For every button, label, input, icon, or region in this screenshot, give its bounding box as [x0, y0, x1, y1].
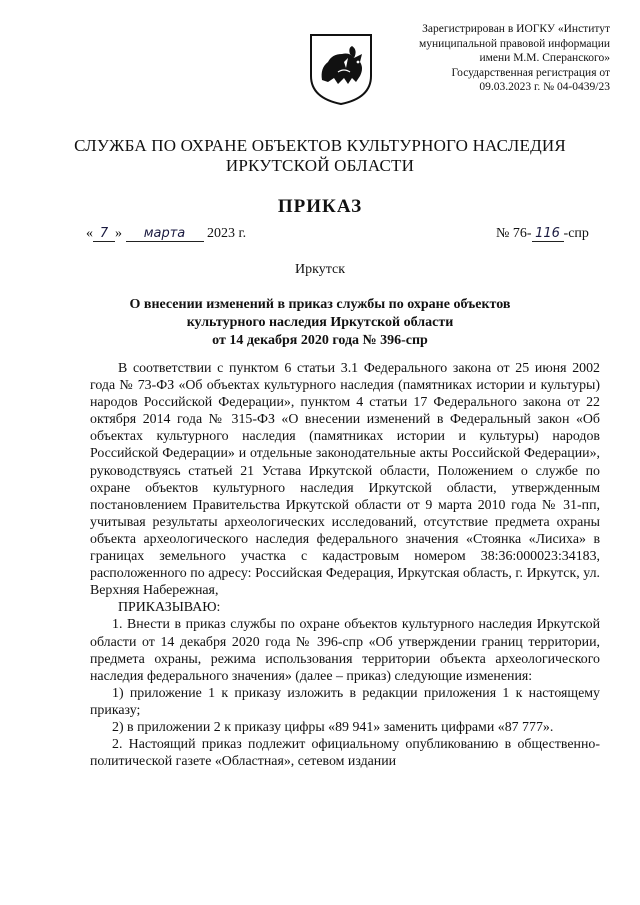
order-number — [496, 226, 589, 242]
clause-2-paragraph: 2. Настоящий приказ подлежит официальному опубликованию в общественно-политической газете «Областная», сетевом издании — [90, 737, 600, 770]
date-open-quote: « — [86, 226, 93, 241]
preamble-paragraph: В соответствии с пунктом 6 статьи 3.1 Федерального закона от 25 июня 2002 года № 73-ФЗ «Об объектах культурного наследия (памятниках истории и культуры) народов Российской Федерации», пунктом 4 статьи 17 Федерального закона от 22 октября 2014 года № 315-ФЗ «О внесении изменений в Федеральный закон «Об объектах культурного наследия (памятниках истории и культуры) народов Российской Федерации» и отдельные законодательные акты Российской Федерации», руководствуясь статьей 21 Устава Иркутской области, Положением о службе по охране объектов культурного наследия Иркутской области, утвержденным постановлением Правительства Иркутской области от 9 марта 2010 года № 31-пп, учитывая результаты археологических исследований, отсутствие предмета охраны объекта археологического наследия федерального значения «Стоянка «Лисиха» в границах земельного участка с кадастровым номером 38:36:000023:34183, расположенного по адресу: Российская Федерация, Иркутская область, г. Иркутск, ул. Верхняя Набережная, — [90, 361, 600, 599]
number-prefix: № 76- — [496, 226, 532, 241]
registration-line: Государственная регистрация от — [451, 66, 610, 79]
agency-line: СЛУЖБА ПО ОХРАНЕ ОБЪЕКТОВ КУЛЬТУРНОГО НАСЛЕДИЯ — [74, 136, 566, 155]
order-word: ПРИКАЗЫВАЮ: — [118, 600, 221, 616]
number-value: 116 — [532, 227, 564, 242]
date-month: марта — [126, 227, 204, 242]
clause-1-paragraph: 1. Внести в приказ службы по охране объектов культурного наследия Иркутской области от 14 декабря 2020 года № 396-спр «Об утверждении границ территории, предмета охраны, режима использования территории объекта археологического наследия федерального значения» (далее – приказ) следующие изменения: — [90, 617, 600, 684]
number-suffix: -спр — [563, 226, 589, 241]
city: Иркутск — [294, 262, 346, 277]
irkutsk-coat-of-arms-icon — [308, 32, 374, 106]
order-date — [86, 226, 246, 242]
date-year: 2023 г. — [207, 226, 247, 241]
registration-line: 09.03.2023 г. № 04-0439/23 — [479, 81, 610, 93]
heading-line: культурного наследия Иркутской области — [186, 315, 454, 330]
agency-line: ИРКУТСКОЙ ОБЛАСТИ — [225, 156, 415, 175]
order-heading — [90, 296, 550, 350]
heading-line: О внесении изменений в приказ службы по охране объектов — [129, 297, 511, 312]
clause-1-2-paragraph: 2) в приложении 2 к приказу цифры «89 941» заменить цифрами «87 777». — [112, 719, 554, 735]
order-body — [90, 360, 600, 770]
document-title: ПРИКАЗ — [277, 196, 363, 217]
agency-name — [0, 136, 640, 176]
date-day: 7 — [93, 227, 115, 242]
clause-1-1-paragraph: 1) приложение 1 к приказу изложить в редакции приложения 1 к настоящему приказу; — [90, 685, 600, 718]
registration-stamp — [370, 22, 610, 95]
registration-line: Зарегистрирован в ИОГКУ «Институт — [422, 23, 610, 35]
heading-line: от 14 декабря 2020 года № 396-спр — [212, 333, 428, 348]
date-close-quote: » — [115, 226, 122, 241]
registration-line: имени М.М. Сперанского» — [479, 52, 610, 64]
registration-line: муниципальной правовой информации — [418, 37, 610, 50]
